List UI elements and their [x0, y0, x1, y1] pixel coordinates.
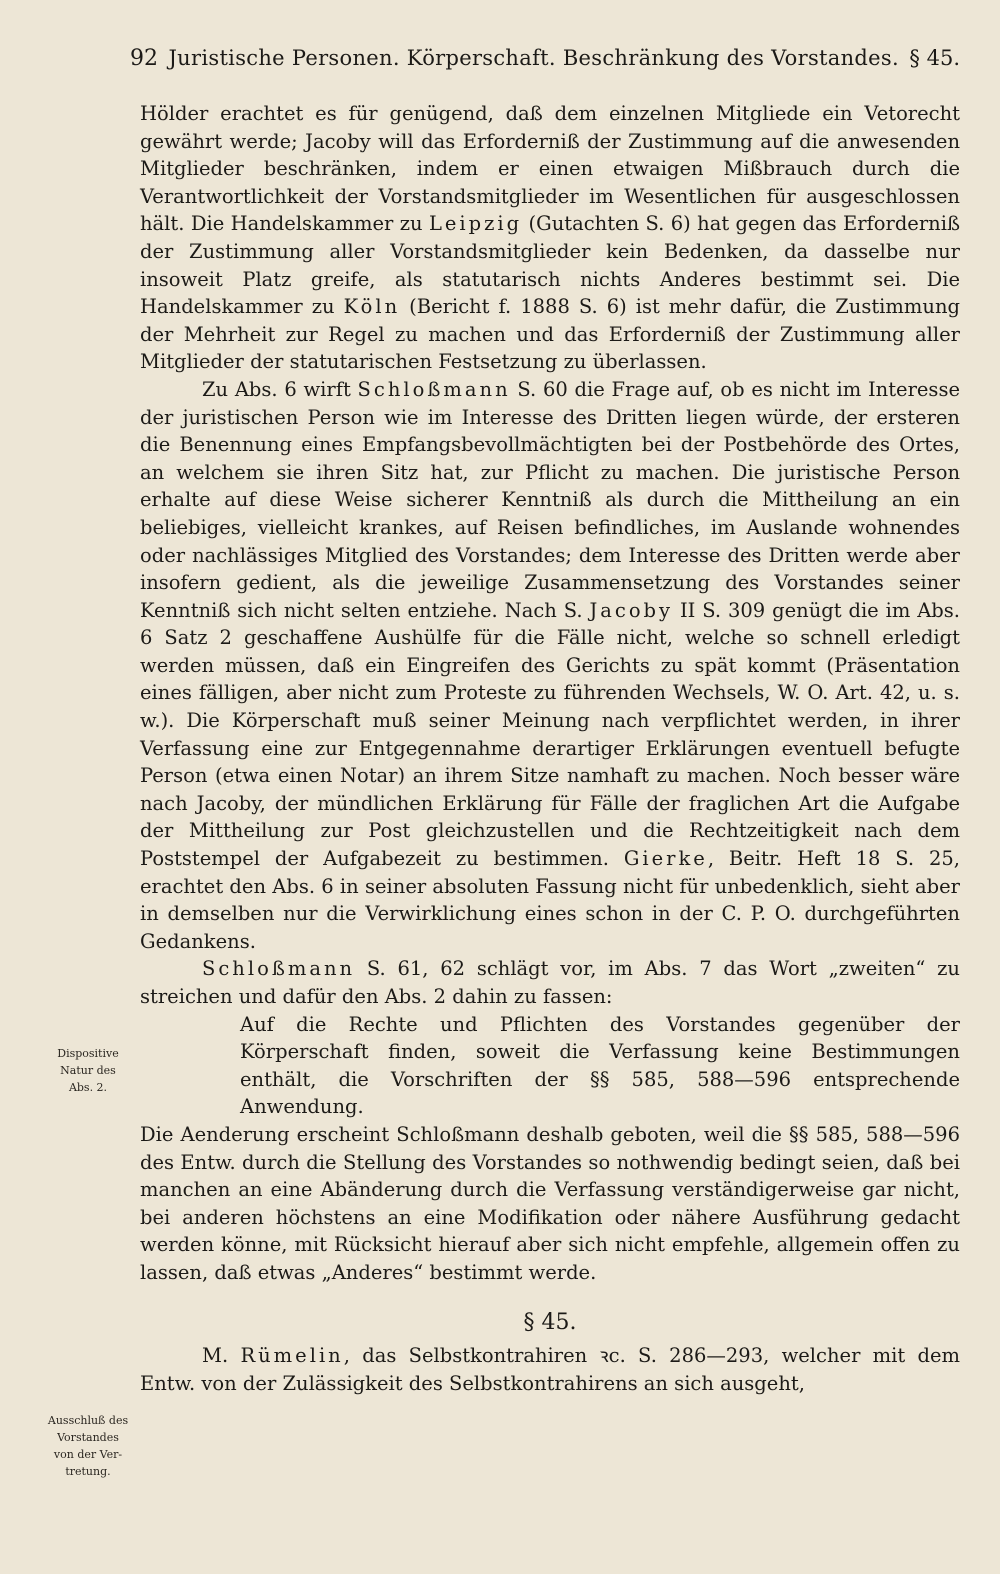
spaced-name: Jacoby	[589, 598, 674, 622]
text-run: Auf die Rechte und Pflichten des Vorstandes gegenüber der Körperschaft finden, soweit die Verfassung keine Bestimmungen enthält, die Vorschriften der §§ 585, 588—596 entsprechende Anwendung.	[240, 1012, 960, 1119]
margin-note-line: Abs. 2.	[68, 1081, 108, 1094]
spaced-name: Gierke	[623, 847, 708, 871]
body-text	[140, 100, 960, 1397]
paragraph	[140, 376, 960, 955]
margin-note-line: tretung.	[65, 1465, 111, 1478]
text-run: Hölder erachtet es für genügend, daß dem einzelnen Mitgliede ein Vetorecht gewährt werde; Jacoby will das Erforderniß der Zustimmung auf die anwesenden Mitglieder beschränken, indem er einen etwaigen Mißbrauch durch die Verantwortlichkeit der Vorstandsmitglieder im Wesentlichen für ausgeschlossen hält. Die Handelskammer zu	[140, 102, 960, 236]
text-run: II S. 309 genügt die im Abs. 6 Satz 2 geschaffene Aushülfe für die Fälle nicht, welche so schnell erledigt werden müssen, daß ein Eingreifen des Gerichts zu spät kommt (Präsentation eines fälligen, aber nicht zum Proteste zu führenden Wechsels, W. O. Art. 42, u. s. w.). Die Körperschaft muß seiner Meinung nach verpflichtet werden, in ihrer Verfassung eine zur Entgegennahme derartiger Erklärungen eventuell befugte Person (etwa einen Notar) an ihrem Sitze namhaft zu machen. Noch besser wäre nach Jacoby, der mündlichen Erklärung für Fälle der fraglichen Art die Aufgabe der Mittheilung zur Post gleichzustellen und die Rechtzeitigkeit nach dem Poststempel der Aufgabezeit zu bestimmen.	[140, 598, 960, 871]
margin-note-line: Vorstandes	[57, 1431, 119, 1444]
final-paragraph	[140, 1342, 960, 1397]
text-run: (Bericht f. 1888 S. 6) ist mehr dafür, die Zustimmung der Mehrheit zur Regel zu machen und das Erforderniß der Zustimmung aller Mitglieder der statutarischen Festsetzung zu überlassen.	[140, 295, 960, 374]
page-number: 92	[130, 46, 158, 71]
running-title: Juristische Personen. Körperschaft. Beschränkung des Vorstandes.	[168, 46, 899, 70]
text-run: Die Aenderung erscheint Schloßmann deshalb geboten, weil die §§ 585, 588—596 des Entw. durch die Stellung des Vorstandes so nothwendig bedingt seien, daß bei manchen an eine Abänderung durch die Verfassung verständigerweise gar nicht, bei anderen höchstens an eine Modifikation oder nähere Ausführung gedacht werden könne, mit Rücksicht hierauf aber sich nicht empfehle, allgemein offen zu lassen, daß etwas „Anderes“ bestimmt werde.	[140, 1122, 960, 1284]
text-run: Zu Abs. 6 wirft	[202, 377, 358, 401]
paragraph	[140, 1121, 960, 1287]
running-header	[130, 46, 960, 71]
margin-note-exclusion	[38, 1412, 138, 1480]
header-section-number: § 45.	[909, 46, 960, 70]
paragraph	[140, 1011, 960, 1121]
margin-note-line: Ausschluß des	[47, 1414, 129, 1427]
paragraph	[140, 955, 960, 1010]
section-title: § 45.	[523, 1309, 577, 1335]
spaced-name: Schloßmann	[202, 957, 356, 981]
text-run: S. 60 die Frage auf, ob es nicht im Interesse der juristischen Person wie im Interesse des Dritten liegen würde, der ersteren die Benennung eines Empfangsbevollmächtigten bei der Postbehörde des Ortes, an welchem sie ihren Sitz hat, zur Pflicht zu machen. Die juristische Person erhalte auf diese Weise sicherer Kenntniß als durch die Mittheilung an ein beliebiges, vielleicht krankes, auf Reisen befindliches, im Auslande wohnendes oder nachlässiges Mitglied des Vorstandes; dem Interesse des Dritten werde aber insofern gedient, als die jeweilige Zusammensetzung des Vorstandes seiner Kenntniß sich nicht selten entziehe. Nach S.	[140, 377, 960, 622]
margin-note-line: Natur des	[60, 1064, 116, 1077]
paragraph	[140, 1342, 960, 1397]
margin-note-line: Dispositive	[57, 1047, 119, 1060]
paragraph	[140, 100, 960, 376]
spaced-name: Schloßmann	[357, 377, 511, 401]
text-run: , Beitr. Heft 18 S. 25, erachtet den Abs. 6 in seiner absoluten Fassung nicht für unbedenklich, sieht aber in demselben nur die Verwirklichung eines schon in der C. P. O. durchgeführten Gedankens.	[140, 847, 960, 953]
spaced-name: Rümelin	[240, 1344, 344, 1368]
margin-note-line: von der Ver-	[53, 1448, 123, 1461]
spaced-name: Leipzig	[428, 212, 523, 236]
text-run: , das Selbstkontrahiren ꝛc. S. 286—293, welcher mit dem Entw. von der Zulässigkeit des Selbstkontrahirens an sich ausgeht,	[140, 1344, 960, 1395]
text-run: M.	[202, 1344, 241, 1368]
spaced-name: Köln	[343, 295, 401, 319]
text-run: S. 61, 62 schlägt vor, im Abs. 7 das Wort „zweiten“ zu streichen und dafür den Abs. 2 dahin zu fassen:	[140, 957, 960, 1008]
paragraphs	[140, 100, 960, 1287]
margin-note-dispositive	[38, 1045, 138, 1096]
text-run: (Gutachten S. 6) hat gegen das Erforderniß der Zustimmung aller Vorstandsmitglieder kein Bedenken, da dasselbe nur insoweit Platz greife, als statutarisch nichts Anderes bestimmt sei. Die Handelskammer zu	[140, 212, 960, 319]
